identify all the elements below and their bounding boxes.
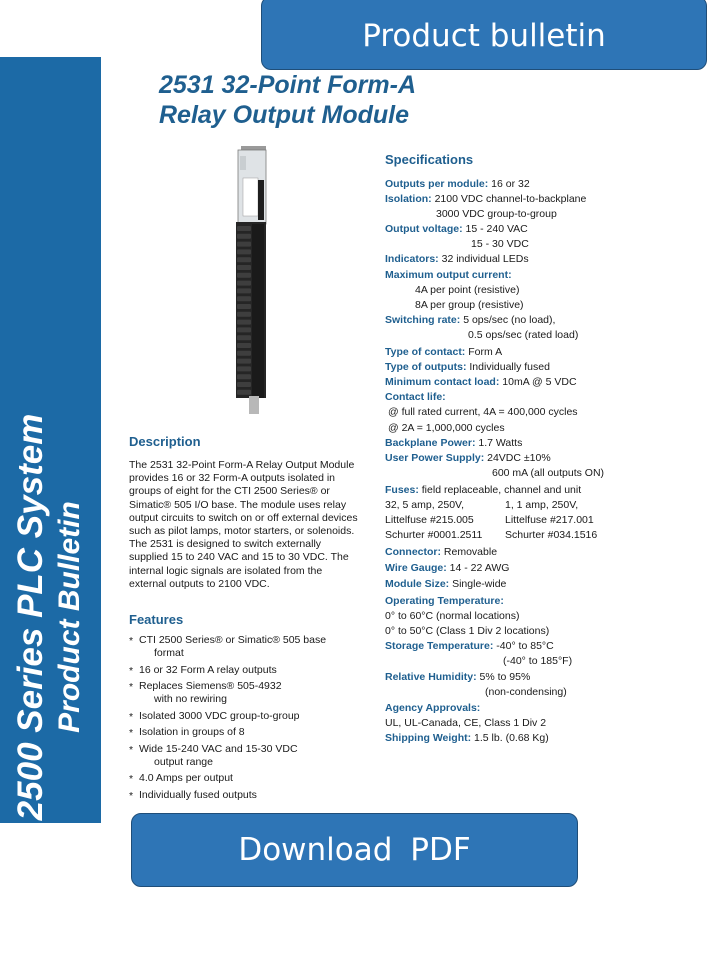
spec-agency-value: UL, UL-Canada, CE, Class 1 Div 2 [385, 717, 547, 730]
spec-humidity-2: (non-condensing) [485, 686, 567, 699]
spec-weight: Shipping Weight: 1.5 lb. (0.68 Kg) [385, 732, 549, 745]
spec-connector: Connector: Removable [385, 546, 498, 559]
spec-max-current: Maximum output current: [385, 268, 512, 281]
description-line: external outputs to 2100 VDC. [129, 577, 270, 590]
description-text [129, 459, 379, 591]
description-line: The 2531 is designed to switch externally [129, 538, 322, 551]
spec-contact-life: Contact life: [385, 391, 446, 404]
spec-max-current-2: 8A per group (resistive) [415, 298, 524, 311]
sidebar-title-line1: 2500 Series PLC System [11, 413, 50, 821]
description-line: Simatic® 505 I/O base. The module uses relay [129, 498, 347, 511]
description-line: such as pilot lamps, motor starters, or solenoids. [129, 525, 355, 538]
feature-item: * Replaces Siemens® 505-4932 with no rewiring [129, 680, 379, 706]
spec-module-size: Module Size: Single-wide [385, 578, 507, 591]
spec-switching: Switching rate: 5 ops/sec (no load), [385, 313, 556, 326]
relay-module-image [234, 146, 268, 416]
page-title [159, 70, 416, 130]
description-line: supplied 15 to 240 VAC and 15 to 30 VDC. The [129, 551, 349, 564]
feature-item: * Isolated 3000 VDC group-to-group [129, 710, 379, 723]
specifications-list [385, 177, 705, 746]
spec-storage-temp: Storage Temperature: -40° to 85°C [385, 639, 554, 652]
feature-item: * Individually fused outputs [129, 789, 379, 802]
feature-item: * CTI 2500 Series® or Simatic® 505 base format [129, 634, 379, 660]
fuse-column-2: 1, 1 amp, 250V, Littelfuse #217.001 Schurter #034.1516 [505, 498, 598, 542]
sidebar-title [11, 414, 89, 821]
spec-user-power: User Power Supply: 24VDC ±10% [385, 451, 551, 464]
spec-indicators: Indicators: 32 individual LEDs [385, 253, 529, 266]
spec-contact-life-1: @ full rated current, 4A = 400,000 cycles [388, 406, 578, 419]
spec-switching-2: 0.5 ops/sec (rated load) [468, 328, 579, 341]
spec-operating-temp-2: 0° to 50°C (Class 1 Div 2 locations) [385, 624, 550, 637]
description-heading: Description [129, 434, 201, 449]
spec-user-power-2: 600 mA (all outputs ON) [492, 466, 605, 479]
spec-contact-life-2: @ 2A = 1,000,000 cycles [388, 421, 505, 434]
spec-storage-temp-2: (-40° to 185°F) [503, 654, 573, 667]
fuse-table [385, 498, 705, 543]
spec-agency: Agency Approvals: [385, 702, 481, 715]
description-line: output circuits to switch on or off external devices [129, 511, 358, 524]
spec-min-load: Minimum contact load: 10mA @ 5 VDC [385, 376, 577, 389]
download-pdf-button[interactable]: Download PDF [131, 813, 578, 887]
product-bulletin-button[interactable]: Product bulletin [261, 0, 707, 70]
title-line1: 2531 32-Point Form-A [159, 71, 417, 99]
spec-voltage: Output voltage: 15 - 240 VAC [385, 223, 528, 236]
spec-wire-gauge: Wire Gauge: 14 - 22 AWG [385, 562, 510, 575]
spec-max-current-1: 4A per point (resistive) [415, 283, 520, 296]
spec-fuses: Fuses: field replaceable, channel and unit [385, 483, 582, 496]
spec-isolation-2: 3000 VDC group-to-group [436, 208, 557, 221]
spec-outputs: Outputs per module: 16 or 32 [385, 178, 530, 190]
feature-item: * 4.0 Amps per output [129, 772, 379, 785]
description-line: The 2531 32-Point Form-A Relay Output Module [129, 459, 355, 471]
features-list [129, 634, 379, 805]
title-line2: Relay Output Module [159, 101, 409, 129]
features-heading: Features [129, 612, 184, 627]
spec-contact-type: Type of contact: Form A [385, 346, 503, 359]
feature-item: * Wide 15-240 VAC and 15-30 VDC output range [129, 743, 379, 769]
specifications-heading: Specifications [385, 152, 474, 167]
description-line: provides 16 or 32 Form-A outputs isolated in [129, 472, 336, 485]
sidebar-banner [0, 57, 101, 823]
spec-isolation: Isolation: 2100 VDC channel-to-backplane [385, 193, 587, 206]
feature-item: * 16 or 32 Form A relay outputs [129, 664, 379, 677]
spec-backplane: Backplane Power: 1.7 Watts [385, 436, 523, 449]
description-line: internal logic signals are isolated from the [129, 564, 323, 577]
description-line: groups of eight for the CTI 2500 Series® or [129, 485, 330, 498]
spec-operating-temp-1: 0° to 60°C (normal locations) [385, 609, 520, 622]
fuse-column-1: 32, 5 amp, 250V, Littelfuse #215.005 Schurter #0001.2511 [385, 498, 483, 542]
spec-operating-temp: Operating Temperature: [385, 594, 504, 607]
feature-item: * Isolation in groups of 8 [129, 726, 379, 739]
spec-voltage-2: 15 - 30 VDC [471, 238, 529, 251]
spec-humidity: Relative Humidity: 5% to 95% [385, 671, 531, 683]
spec-output-type: Type of outputs: Individually fused [385, 361, 550, 374]
sidebar-title-line2: Product Bulletin [53, 501, 86, 733]
